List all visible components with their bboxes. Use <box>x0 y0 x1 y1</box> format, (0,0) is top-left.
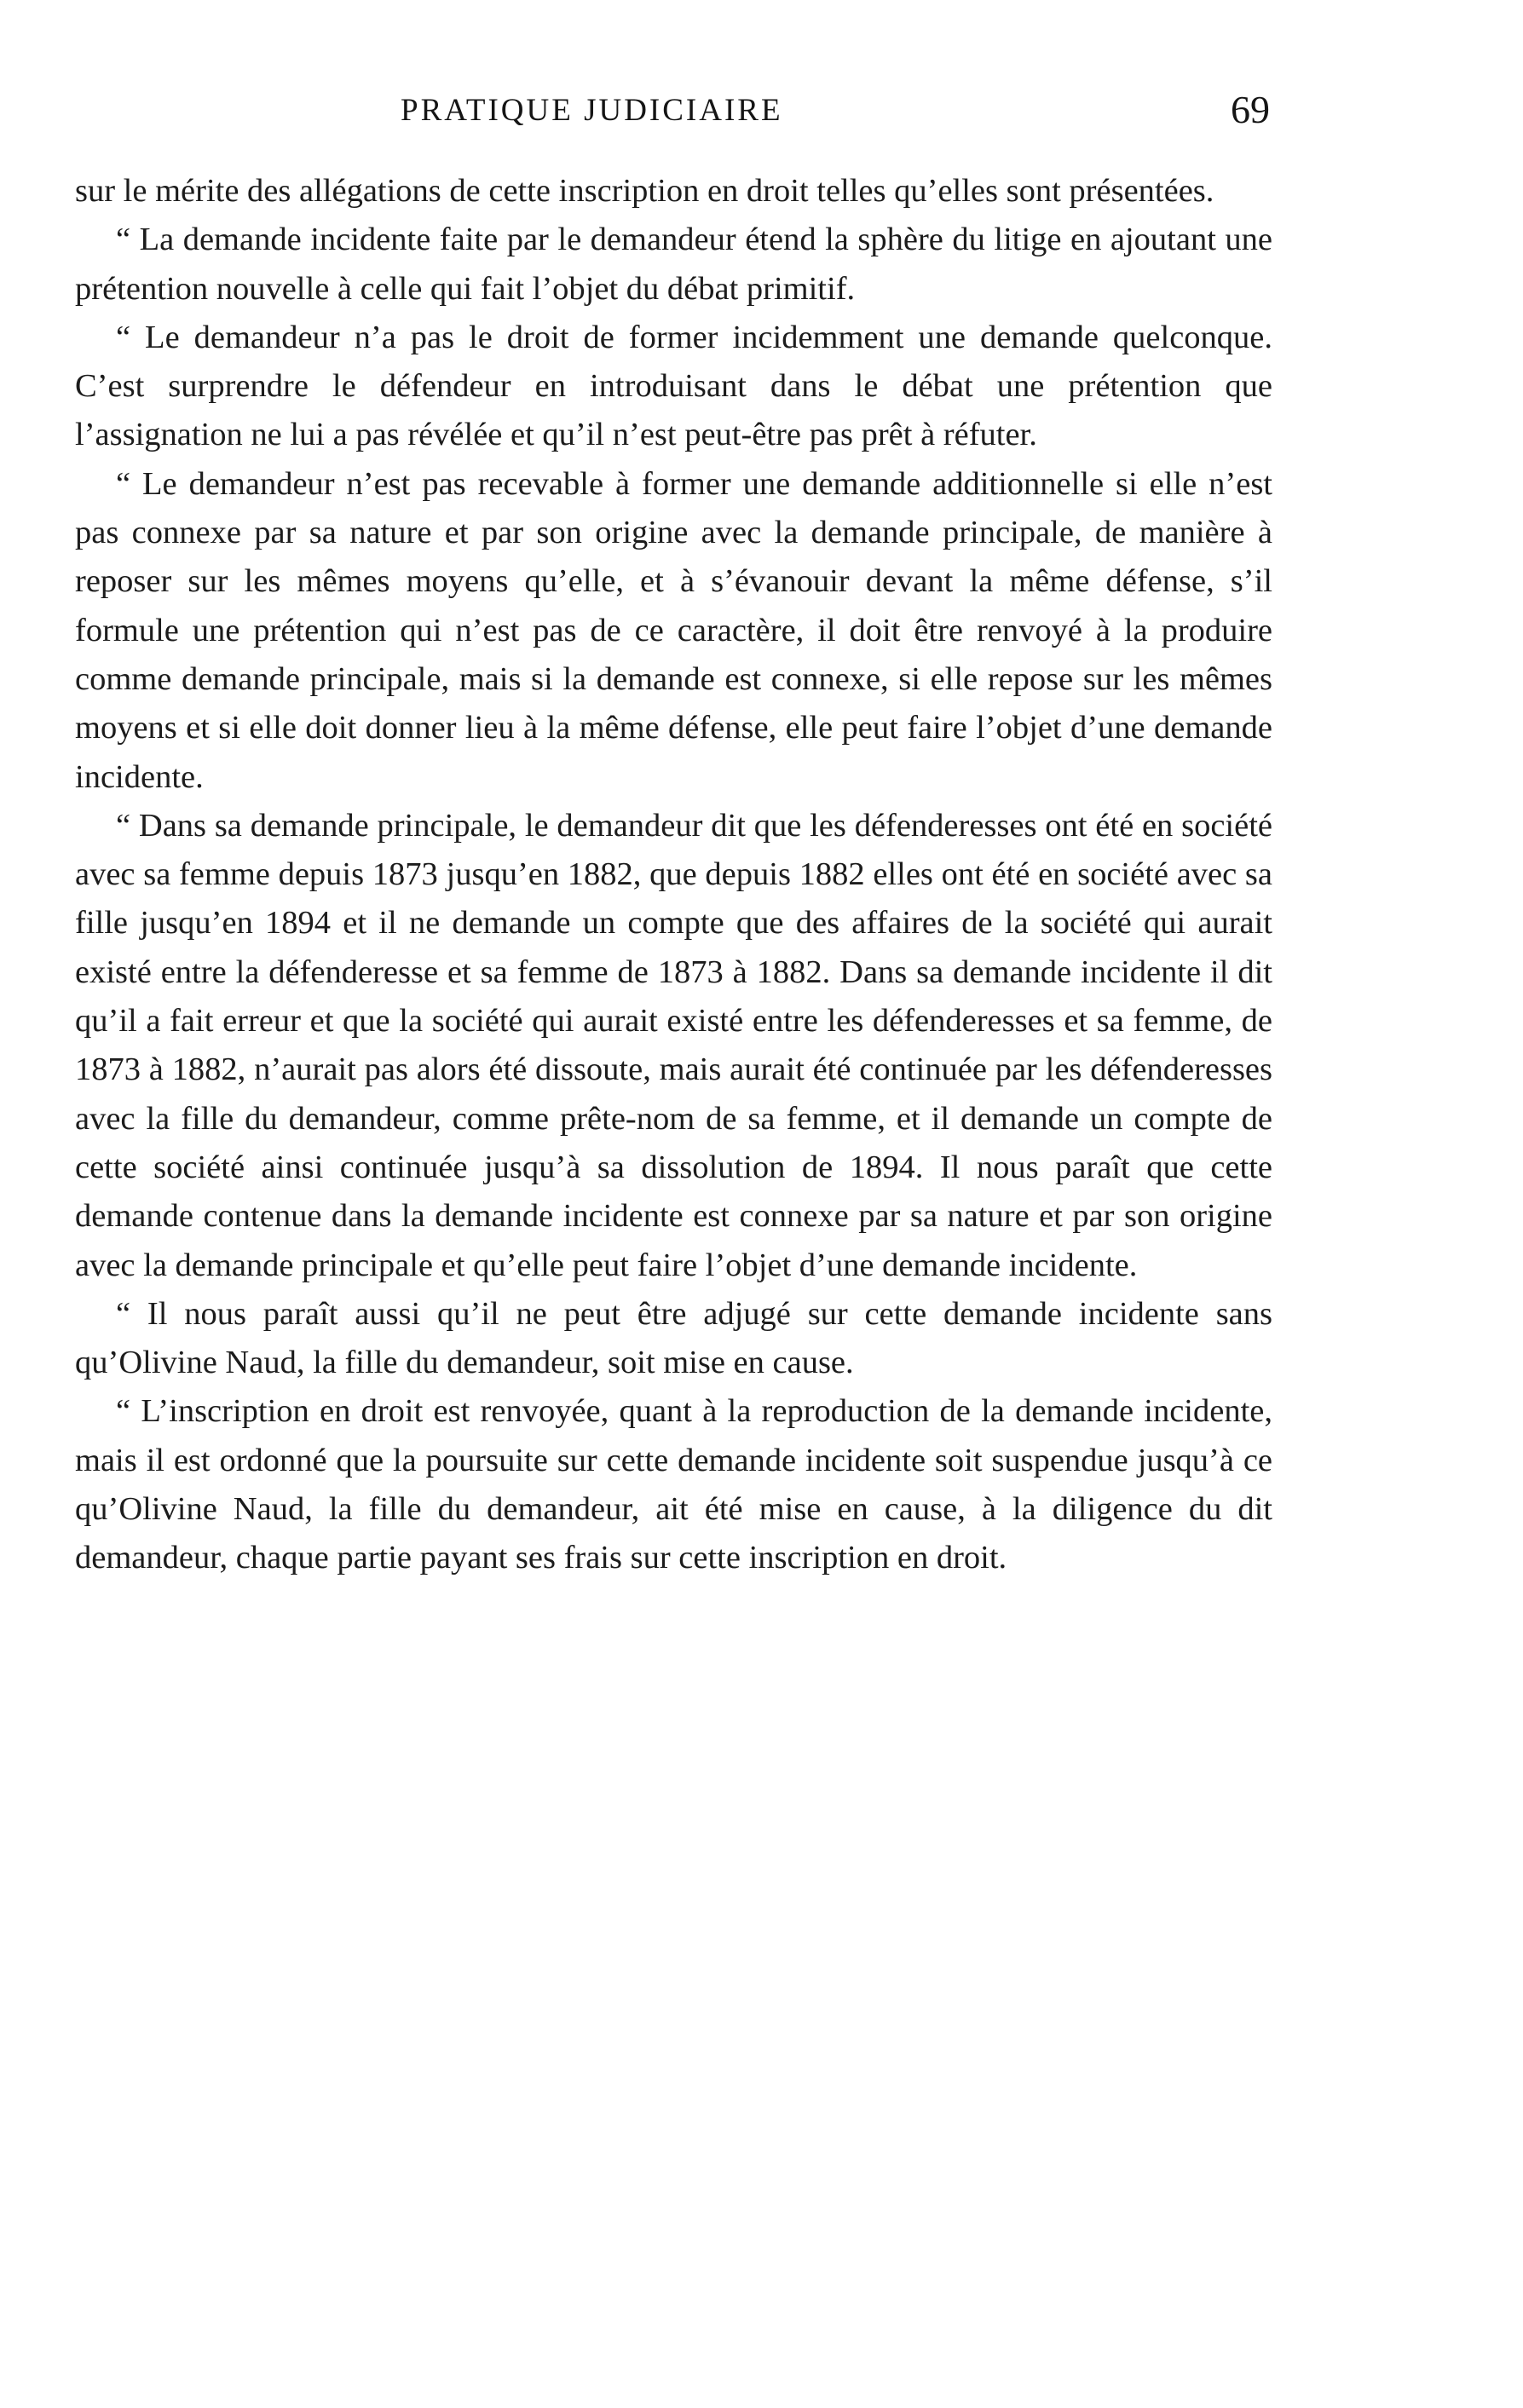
paragraph-3: “ Le demandeur n’a pas le droit de former incidemment une demande quelconque. C’est surprendre le défendeur en introduisant dans le débat une prétention que l’assignation ne lui a pas révélée et qu’il n’est peut-être pas prêt à réfuter. <box>75 319 1272 453</box>
paragraph-4: “ Le demandeur n’est pas recevable à former une demande additionnelle si elle n’est pas connexe par sa nature et par son origine avec la demande principale, de manière à reposer sur les mêmes moyens qu’elle, et à s’évanouir devant la même défense, s’il formule une prétention qui n’est pas de ce caractère, il doit être renvoyé à la produire comme demande principale, mais si la demande est connexe, si elle repose sur les mêmes moyens et si elle doit donner lieu à la même défense, elle peut faire l’objet d’une demande incidente. <box>75 465 1272 795</box>
page-number: 69 <box>1231 88 1270 131</box>
paragraph-7: “ L’inscription en droit est renvoyée, quant à la reproduction de la demande incidente, mais il est ordonné que la poursuite sur cette demande incidente soit suspendue jusqu’à ce qu’Olivine Naud, la fille du demandeur, ait été mise en cause, à la diligence du dit demandeur, chaque partie payant ses frais sur cette inscription en droit. <box>75 1393 1272 1576</box>
paragraph-5: “ Dans sa demande principale, le demandeur dit que les défenderesses ont été en société avec sa femme depuis 1873 jusqu’en 1882, que depuis 1882 elles ont été en société avec sa fille jusqu’en 1894 et il ne demande un compte que des affaires de la société qui aurait existé entre la défenderesse et sa femme de 1873 à 1882. Dans sa demande incidente il dit qu’il a fait erreur et que la société qui aurait existé entre les défenderesses et sa femme, de 1873 à 1882, n’aurait pas alors été dissoute, mais aurait été continuée par les défenderesses avec la fille du demandeur, comme prête-nom de sa femme, et il demande un compte de cette société ainsi continuée jusqu’à sa dissolution de 1894. Il nous paraît que cette demande contenue dans la demande incidente est connexe par sa nature et par son origine avec la demande principale et qu’elle peut faire l’objet d’une demande incidente. <box>75 807 1272 1283</box>
body-text <box>75 167 1272 1583</box>
running-title: PRATIQUE JUDICIAIRE <box>401 93 783 128</box>
paragraph-2: “ La demande incidente faite par le demandeur étend la sphère du litige en ajoutant une prétention nouvelle à celle qui fait l’objet du débat primitif. <box>75 222 1272 307</box>
paragraph-6: “ Il nous paraît aussi qu’il ne peut être adjugé sur cette demande incidente sans qu’Olivine Naud, la fille du demandeur, soit mise en cause. <box>75 1295 1272 1381</box>
paragraph-1: sur le mérite des allégations de cette inscription en droit telles qu’elles sont présentées. <box>75 173 1214 209</box>
running-header <box>401 88 1270 143</box>
